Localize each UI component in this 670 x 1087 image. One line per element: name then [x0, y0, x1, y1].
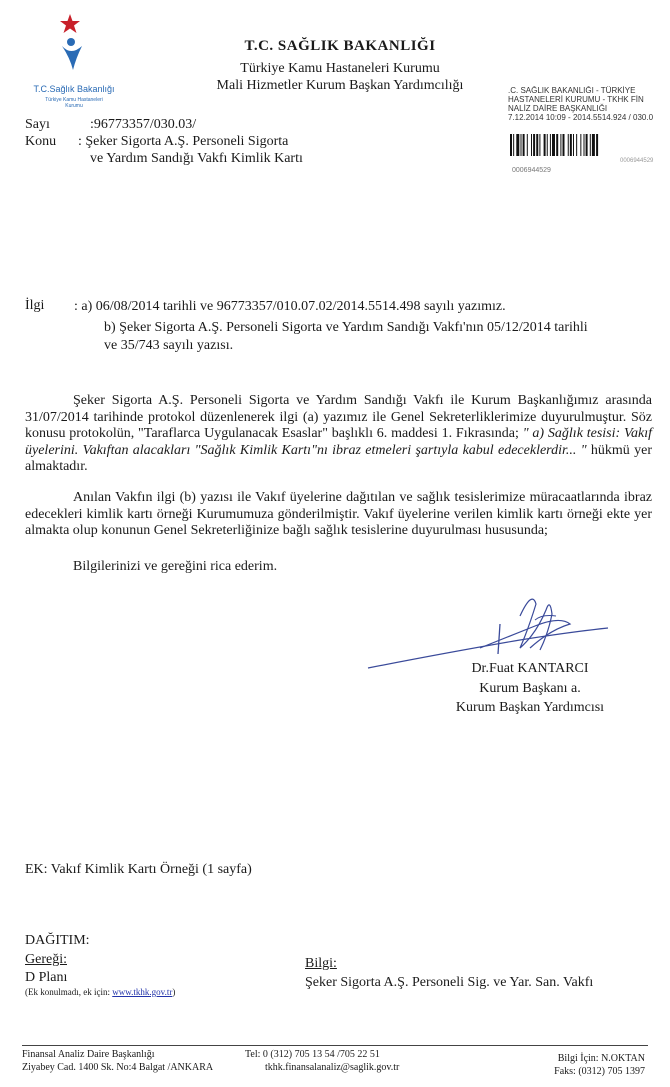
letterhead-line3: Mali Hizmetler Kurum Başkan Yardımcılığı: [216, 78, 464, 93]
barcode-bar: [584, 134, 585, 156]
barcode-bar: [590, 134, 591, 156]
barcode-bar: [573, 134, 574, 156]
barcode-bar: [547, 134, 548, 156]
footer-tel: Tel: 0 (312) 705 13 54 /705 22 51: [245, 1049, 380, 1060]
paragraph-text: hükmü yer almaktadır.: [25, 442, 653, 474]
logo-sublabel: Türkiye Kamu Hastaneleri Kurumu: [45, 97, 103, 109]
distribution-heading: DAĞITIM:: [25, 933, 90, 948]
barcode-bar: [513, 134, 514, 156]
stamp-line: HASTANELERİ KURUMU - TKHK FİN: [508, 95, 644, 104]
barcode-bar: [536, 134, 538, 156]
barcode-number-small: 0006944529: [620, 158, 654, 164]
stamp-line: NALİZ DAİRE BAŞKANLIĞI: [508, 104, 608, 113]
footer-address: Ziyabey Cad. 1400 Sk. No:4 Balgat /ANKARA: [22, 1062, 214, 1073]
barcode-bar: [523, 134, 525, 156]
protocol-quote: " a) Sağlık tesisi: Vakıf üyelerini. Vakıftan alacakları "Sağlık Kimlik Kartı"nı ibraz etmeleri şartıyla kabul edeceklerdir... ": [25, 426, 652, 458]
stamp-line: .C. SAĞLIK BAKANLIĞI - TÜRKİYE: [508, 86, 636, 95]
barcode-bar: [544, 134, 546, 156]
gereg-label: Gereği:: [25, 952, 67, 967]
barcode-bar: [560, 134, 561, 156]
barcode-bar: [576, 134, 577, 156]
ilgi-label: İlgi: [25, 298, 45, 313]
footer-dept: Finansal Analiz Daire Başkanlığı: [22, 1049, 155, 1060]
letterhead-title: T.C. SAĞLIK BAKANLIĞI: [244, 38, 436, 54]
barcode: [510, 134, 670, 156]
footer-email[interactable]: tkhk.finansalanaliz@saglik.gov.tr: [265, 1062, 400, 1073]
gereg-value: D Planı: [25, 970, 68, 985]
barcode-bar: [533, 134, 535, 156]
gereg-note-suffix: ): [172, 987, 176, 997]
footer-divider: [22, 1045, 648, 1046]
barcode-bar: [539, 134, 540, 156]
konu-line1: : Şeker Sigorta A.Ş. Personeli Sigorta: [78, 134, 289, 149]
sayi-label: Sayı: [25, 117, 50, 132]
footer-address-block: [22, 1048, 213, 1074]
footer-fax: Faks: (0312) 705 1397: [554, 1066, 645, 1077]
barcode-bar: [510, 134, 512, 156]
barcode-bar: [596, 134, 598, 156]
bilgi-label: Bilgi:: [305, 956, 337, 971]
barcode-bar: [516, 134, 519, 156]
footer-contact-block: [245, 1048, 399, 1074]
barcode-number: 0006944529: [512, 167, 551, 174]
barcode-bar: [563, 134, 565, 156]
ilgi-a: : a) 06/08/2014 tarihli ve 96773357/010.07.02/2014.5514.498 sayılı yazımız.: [74, 299, 506, 314]
letterhead-line2: Türkiye Kamu Hastaneleri Kurumu: [240, 61, 440, 76]
attachment-note: EK: Vakıf Kimlik Kartı Örneği (1 sayfa): [25, 862, 252, 877]
signatory-name: Dr.Fuat KANTARCI: [471, 661, 589, 676]
barcode-bar: [550, 134, 551, 156]
footer-info: Bilgi İçin: N.OKTAN: [557, 1053, 645, 1064]
body-paragraph-3: Bilgilerinizi ve gereğini rica ederim.: [73, 559, 278, 574]
gereg-note-prefix: (Ek konulmadı, ek için:: [25, 987, 113, 997]
konu-label: Konu: [25, 134, 57, 149]
barcode-bar: [592, 134, 595, 156]
bilgi-value: Şeker Sigorta A.Ş. Personeli Sig. ve Yar. San. Vakfı: [305, 975, 594, 990]
sayi-value: :96773357/030.03/: [90, 117, 197, 132]
barcode-bar: [527, 134, 528, 156]
konu-line2: ve Yardım Sandığı Vakfı Kimlik Kartı: [90, 151, 303, 166]
barcode-bar: [552, 134, 555, 156]
barcode-bar: [556, 134, 558, 156]
barcode-bar: [531, 134, 532, 156]
footer-info-block: [537, 1052, 645, 1078]
ilgi-b2: ve 35/743 sayılı yazısı.: [104, 338, 234, 353]
signatory-title-1: Kurum Başkanı a.: [479, 681, 581, 696]
barcode-bar: [521, 134, 522, 156]
ilgi-b1: b) Şeker Sigorta A.Ş. Personeli Sigorta ve Yardım Sandığı Vakfı'nın 05/12/2014 tarihli: [104, 320, 588, 335]
logo-label: T.C.Sağlık Bakanlığı: [33, 84, 115, 94]
stamp-line: 7.12.2014 10:09 - 2014.5514.924 / 030.0: [508, 113, 654, 122]
barcode-bar: [570, 134, 572, 156]
registry-stamp: [508, 86, 670, 122]
body-paragraph-1: [25, 393, 652, 476]
barcode-bar: [580, 134, 581, 156]
barcode-bar: [568, 134, 569, 156]
signatory-title-2: Kurum Başkan Yardımcısı: [455, 700, 605, 715]
website-link[interactable]: www.tkhk.gov.tr: [112, 987, 173, 997]
body-paragraph-2: Anılan Vakfın ilgi (b) yazısı ile Vakıf üyelerine dağıtılan ve sağlık tesislerimize müracaatlarında ibraz edecekleri kimlik kartı örneği Kurumumuza gönderilmiştir. Vakıf üyelerine verilen kimlik kartı örneği ekte yer almakta olup konunun Genel Sekreterliğinize bağlı sağlık tesislerine duyurulması hususunda;: [25, 490, 652, 538]
gereg-note: [25, 987, 175, 997]
barcode-bar: [586, 134, 588, 156]
paragraph-text: Şeker Sigorta A.Ş. Personeli Sigorta ve Yardım Sandığı Vakfı ile Kurum Başkanlığımız arasında 31/07/2014 tarihinde protokol düzenlenerek ilgi (a) yazımız ile Genel Sekreterliklerimize duyurulmuştur. Söz konusu protokolün, "Taraflarca Uygulanacak Esaslar" başlıklı 6. maddesi 1. Fıkrasında;: [25, 393, 652, 441]
